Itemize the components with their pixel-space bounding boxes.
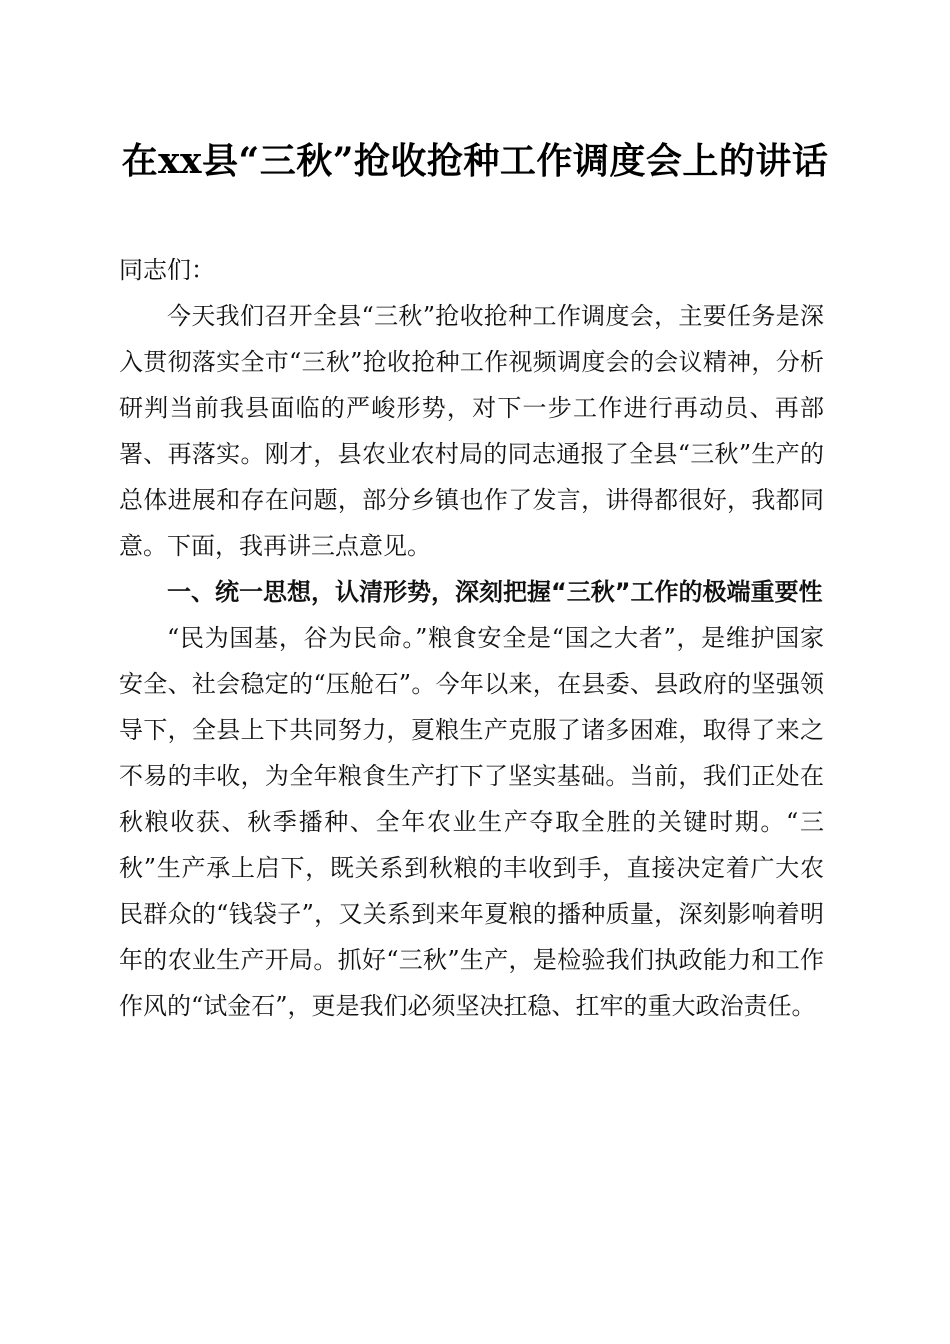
- section-1-paragraph: “民为国基，谷为民命。”粮食安全是“国之大者”，是维护国家安全、社会稳定的“压舱石”。今年以来，在县委、县政府的坚强领导下，全县上下共同努力，夏粮生产克服了诸多困难，取得了来之不易的丰收，为全年粮食生产打下了坚实基础。当前，我们正处在秋粮收获、秋季播种、全年农业生产夺取全胜的关键时期。“三秋”生产承上启下，既关系到秋粮的丰收到手，直接决定着广大农民群众的“钱袋子”，又关系到来年夏粮的播种质量，深刻影响着明年的农业生产开局。抓好“三秋”生产，是检验我们执政能力和工作作风的“试金石”，更是我们必须坚决扛稳、扛牢的重大政治责任。: [119, 624, 824, 1020]
- document-title: 在xx县“三秋”抢收抢种工作调度会上的讲话: [121, 140, 829, 182]
- document-body: [119, 247, 824, 1029]
- opening-paragraph: 今天我们召开全县“三秋”抢收抢种工作调度会，主要任务是深入贯彻落实全市“三秋”抢收抢种工作视频调度会的会议精神，分析研判当前我县面临的严峻形势，对下一步工作进行再动员、再部署、再落实。刚才，县农业农村局的同志通报了全县“三秋”生产的总体进展和存在问题，部分乡镇也作了发言，讲得都很好，我都同意。下面，我再讲三点意见。: [119, 302, 824, 560]
- section-heading-1: 一、统一思想，认清形势，深刻把握“三秋”工作的极端重要性: [167, 578, 823, 606]
- salutation: 同志们：: [119, 256, 215, 284]
